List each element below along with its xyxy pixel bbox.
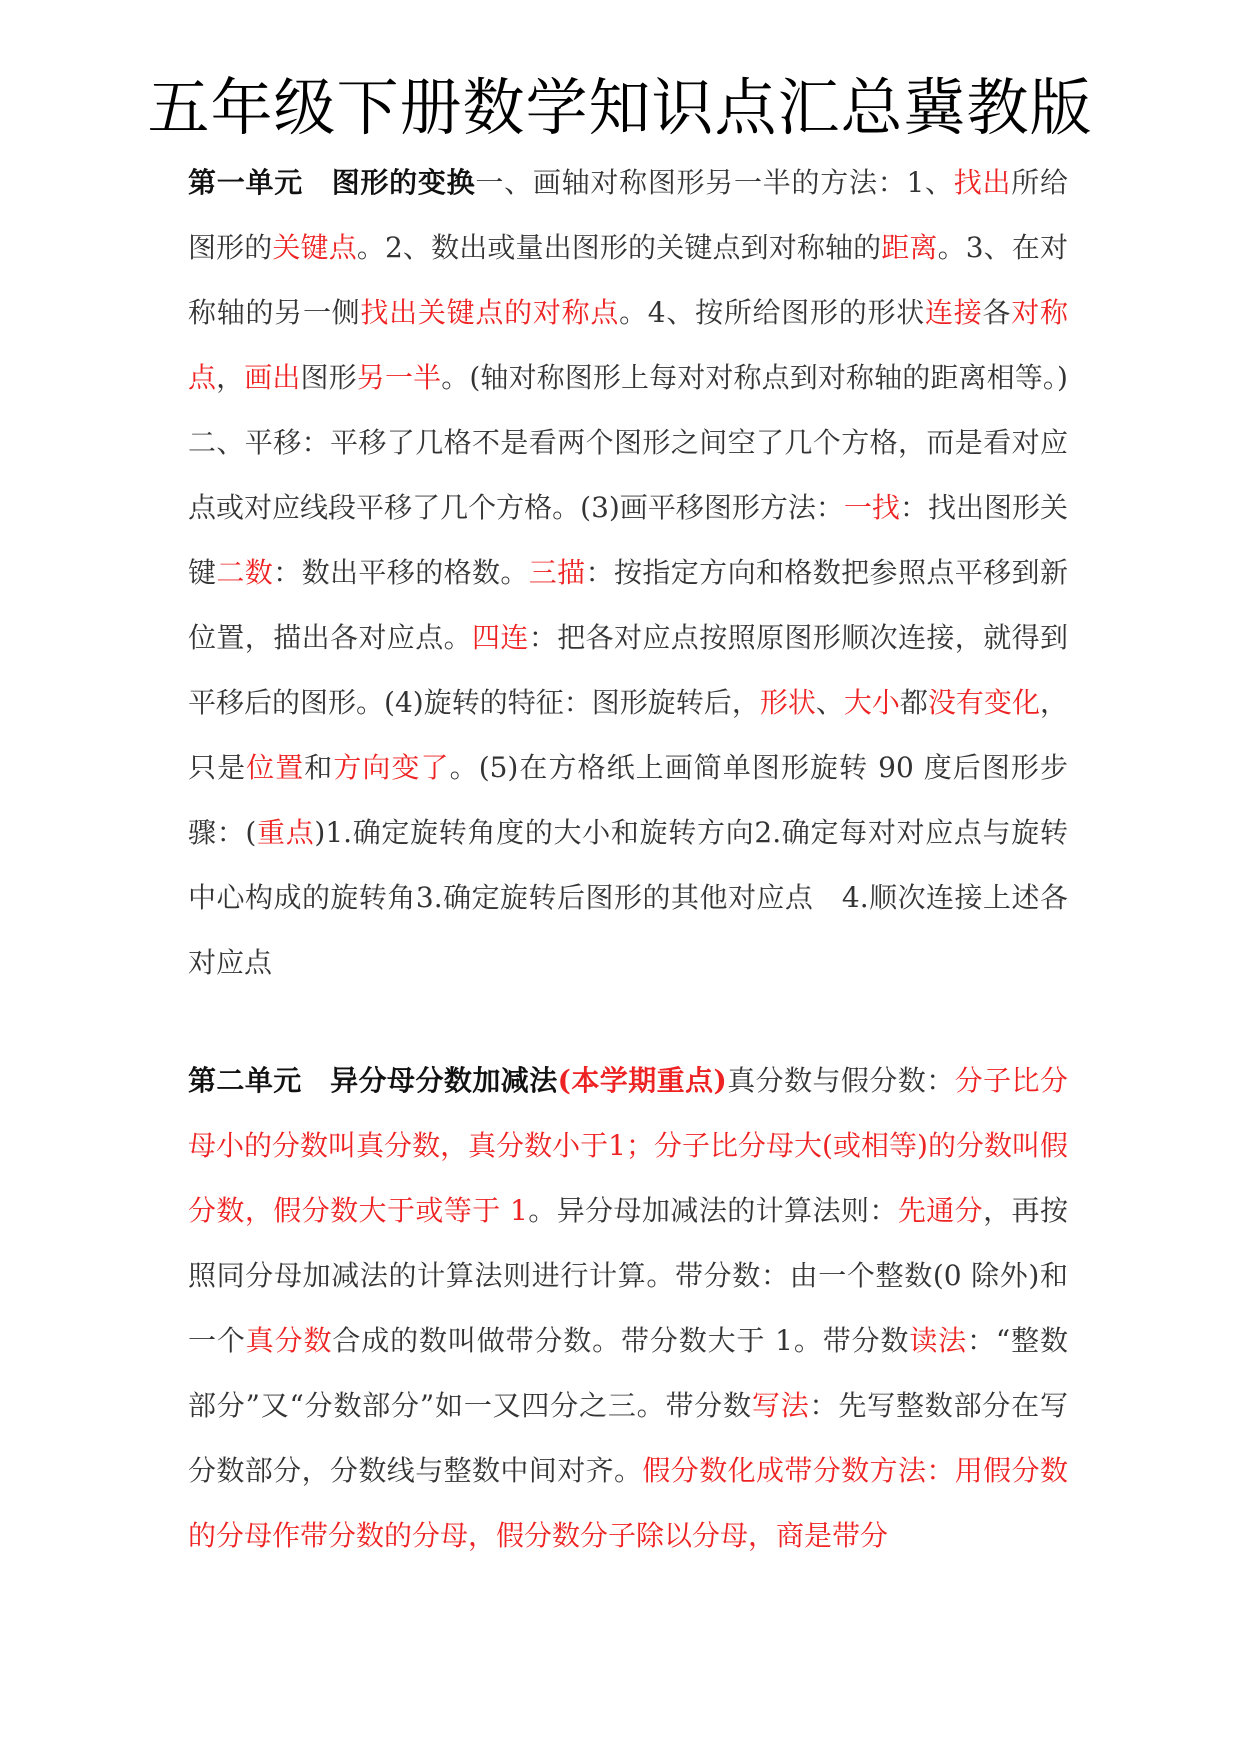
- body-text: 。4、按所给图形的形状: [619, 296, 925, 329]
- highlighted-text: 二数: [216, 556, 274, 589]
- highlighted-text: 写法: [751, 1389, 810, 1422]
- highlighted-text: 没有变化: [927, 686, 1040, 719]
- body-text: ：“整数部分”又“分数部分”如一又四分之三。带分数: [188, 1324, 1068, 1422]
- body-text: ，再按照同分母加减法的计算法则进行计算。带分数：由一个整数(0 除外)和一个: [188, 1194, 1068, 1357]
- highlighted-text: 方向变了: [333, 751, 450, 784]
- body-text: ：找出图形关键: [188, 491, 1068, 589]
- body-text: 。2、数出或量出图形的关键点到对称轴的: [356, 231, 882, 264]
- highlighted-text: 真分数: [245, 1324, 333, 1357]
- highlighted-text: 位置: [246, 751, 305, 784]
- highlighted-text: 一找: [843, 491, 900, 524]
- unit-one-paragraph: [188, 150, 1068, 995]
- body-text: 合成的数叫做带分数。带分数大于 1。带分数: [332, 1324, 910, 1357]
- body-text: 所给图形的: [188, 166, 1068, 264]
- body-text: 都: [899, 686, 928, 719]
- body-text: 一、画轴对称图形另一半的方法：1、: [475, 166, 954, 199]
- highlighted-text: 先通分: [897, 1194, 984, 1227]
- body-text: ，只是: [188, 686, 1068, 784]
- body-text: ：按指定方向和格数把参照点平移到新位置，描出各对应点。: [188, 556, 1068, 654]
- unit-two-paragraph: [188, 1048, 1068, 1568]
- highlighted-text: 重点: [256, 816, 315, 849]
- highlighted-text: 三描: [528, 556, 586, 589]
- document-title: 五年级下册数学知识点汇总冀教版: [147, 71, 1093, 144]
- body-text: 。(轴对称图形上每对对称点到对称轴的距离相等。)二、平移：平移了几格不是看两个图形之间空了几个方格，而是看对应点或对应线段平移了几个方格。(3)画平移图形方法：: [188, 361, 1068, 524]
- highlighted-text: 找出: [953, 166, 1012, 199]
- body-text: ：数出平移的格数。: [273, 556, 529, 589]
- highlighted-text: 大小: [843, 686, 900, 719]
- highlighted-text: 画出: [244, 361, 301, 394]
- highlighted-text: 分子比分母小的分数叫真分数，真分数小于1；分子比分母大(或相等)的分数叫假分数，假分数大于或等于 1: [188, 1064, 1068, 1227]
- highlighted-text: 关键点: [272, 231, 357, 264]
- highlighted-text: (本学期重点): [557, 1064, 727, 1097]
- body-text: 真分数与假分数：: [726, 1064, 955, 1097]
- highlighted-text: 形状: [759, 686, 816, 719]
- highlighted-text: 连接: [924, 296, 983, 329]
- body-text: ：把各对应点按照原图形顺次连接，就得到平移后的图形。(4)旋转的特征：图形旋转后，: [188, 621, 1068, 719]
- body-text: 。3、在对称轴的另一侧: [188, 231, 1068, 329]
- highlighted-text: 找出关键点的对称点: [360, 296, 620, 329]
- body-text: 各: [982, 296, 1012, 329]
- body-text: 、: [815, 686, 844, 719]
- highlighted-text: 四连: [472, 621, 529, 654]
- highlighted-text: 另一半: [356, 361, 442, 394]
- body-text: ：先写整数部分在写分数部分，分数线与整数中间对齐。: [188, 1389, 1068, 1487]
- highlighted-text: 读法: [909, 1324, 968, 1357]
- body-text: 。(5)在方格纸上画简单图形旋转 90 度后图形步骤：(: [188, 751, 1068, 849]
- highlighted-text: 对称点: [188, 296, 1068, 394]
- highlighted-text: 距离: [881, 231, 938, 264]
- body-text: ，: [216, 361, 245, 394]
- unit-heading: 第一单元 图形的变换: [188, 166, 476, 199]
- body-text: )1.确定旋转角度的大小和旋转方向2.确定每对对应点与旋转中心构成的旋转角3.确定旋转后图形的其他对应点 4.顺次连接上述各对应点: [188, 816, 1068, 979]
- body-text: 图形: [300, 361, 357, 394]
- body-text: 。异分母加减法的计算法则：: [527, 1194, 898, 1227]
- body-text: 和: [304, 751, 334, 784]
- highlighted-text: 假分数化成带分数方法：用假分数的分母作带分数的分母，假分数分子除以分母，商是带分: [188, 1454, 1068, 1552]
- unit-heading: 第二单元 异分母分数加减法: [188, 1064, 558, 1097]
